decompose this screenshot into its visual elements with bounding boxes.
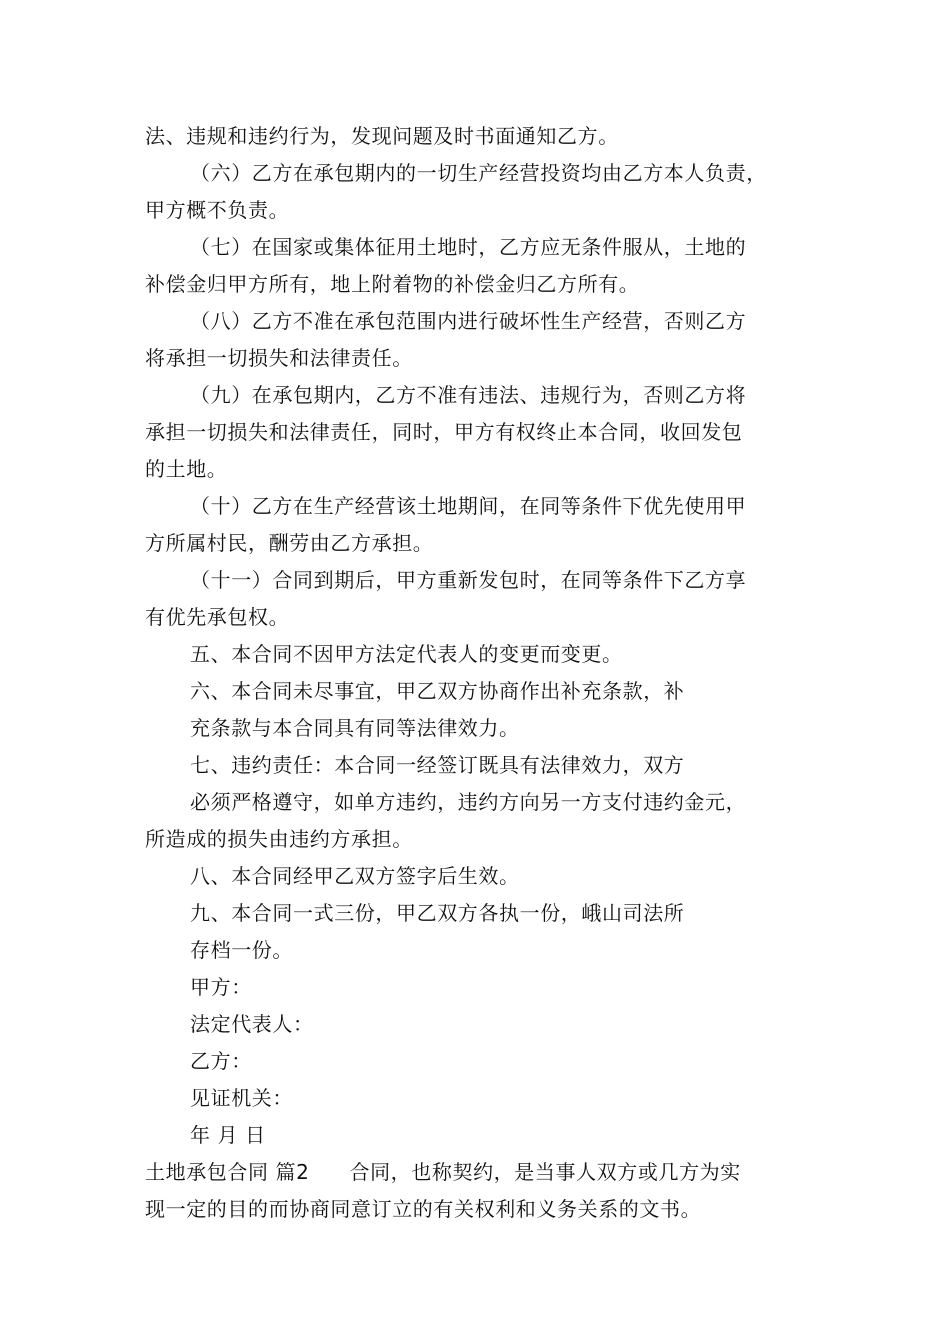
paragraph-line: 八、本合同经甲乙双方签字后生效。 xyxy=(190,864,520,888)
paragraph-line: 法、违规和违约行为，发现问题及时书面通知乙方。 xyxy=(145,124,619,148)
paragraph-line: （十一）合同到期后，甲方重新发包时，在同等条件下乙方享 xyxy=(190,568,747,592)
signature-label-party-a: 甲方： xyxy=(190,975,252,999)
signature-label-legal-rep: 法定代表人： xyxy=(190,1012,314,1036)
paragraph-line: （八）乙方不准在承包范围内进行破坏性生产经营，否则乙方 xyxy=(190,309,747,333)
paragraph-line: 存档一份。 xyxy=(190,938,293,962)
paragraph-line: （十）乙方在生产经营该土地期间，在同等条件下优先使用甲 xyxy=(190,494,747,518)
signature-label-party-b: 乙方： xyxy=(190,1049,252,1073)
paragraph-line: 的土地。 xyxy=(145,457,228,481)
paragraph-line: 所造成的损失由违约方承担。 xyxy=(145,827,413,851)
paragraph-line: 充条款与本合同具有同等法律效力。 xyxy=(190,716,520,740)
paragraph-line: 甲方概不负责。 xyxy=(145,198,290,222)
paragraph-line: （六）乙方在承包期内的一切生产经营投资均由乙方本人负责， xyxy=(190,161,767,185)
paragraph-line: （七）在国家或集体征用土地时，乙方应无条件服从，土地的 xyxy=(190,235,747,259)
signature-label-witness: 见证机关： xyxy=(190,1086,293,1110)
paragraph-line: 补偿金归甲方所有，地上附着物的补偿金归乙方所有。 xyxy=(145,272,640,296)
paragraph-line: 承担一切损失和法律责任，同时，甲方有权终止本合同，收回发包 xyxy=(145,420,743,444)
signature-date: 年 月 日 xyxy=(190,1123,266,1147)
section-intro: 合同，也称契约，是当事人双方或几方为实 xyxy=(349,1160,741,1184)
paragraph-line: 六、本合同未尽事宜，甲乙双方协商作出补充条款，补 xyxy=(190,679,685,703)
paragraph-line: 九、本合同一式三份，甲乙双方各执一份，峨山司法所 xyxy=(190,901,685,925)
paragraph-line: 七、违约责任：本合同一经签订既具有法律效力，双方 xyxy=(190,753,685,777)
paragraph-line: 有优先承包权。 xyxy=(145,605,290,629)
paragraph-line: （九）在承包期内，乙方不准有违法、违规行为，否则乙方将 xyxy=(190,383,747,407)
paragraph-line: 现一定的目的而协商同意订立的有关权利和义务关系的文书。 xyxy=(145,1197,702,1221)
section-heading-line xyxy=(145,1159,741,1185)
paragraph-line: 将承担一切损失和法律责任。 xyxy=(145,346,413,370)
paragraph-line: 五、本合同不因甲方法定代表人的变更而变更。 xyxy=(190,642,623,666)
paragraph-line: 方所属村民，酬劳由乙方承担。 xyxy=(145,531,434,555)
paragraph-line: 必须严格遵守，如单方违约，违约方向另一方支付违约金元， xyxy=(190,790,747,814)
section-heading: 土地承包合同 篇2 xyxy=(145,1160,310,1184)
